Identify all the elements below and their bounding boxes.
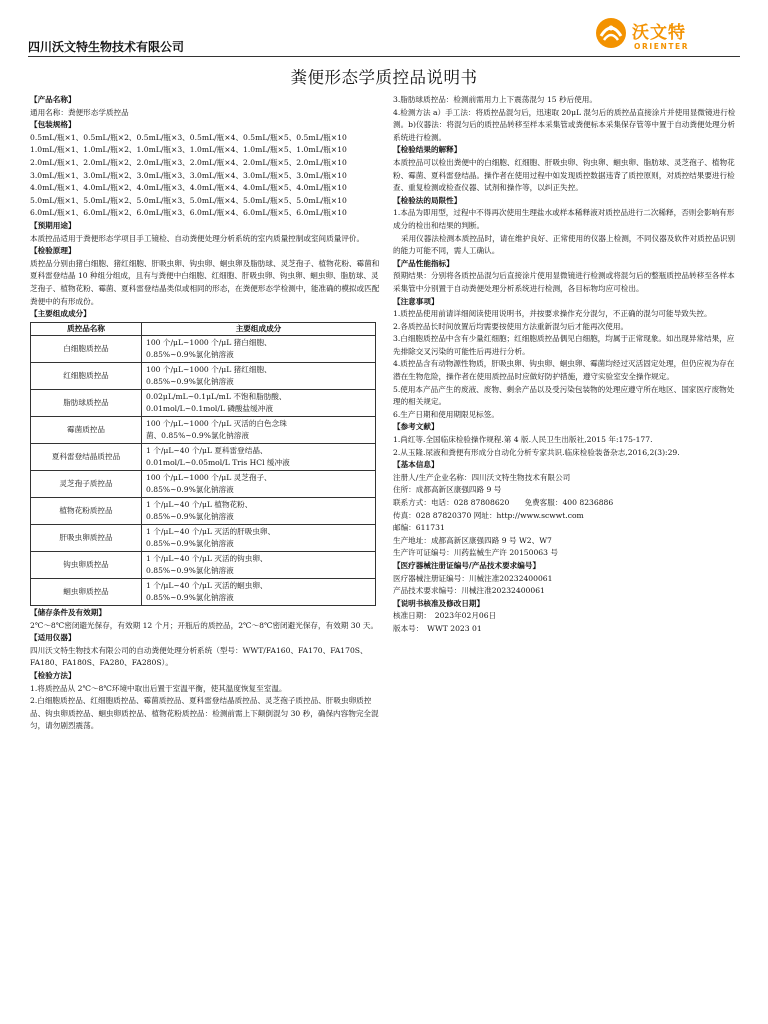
- logo-mark-icon: [594, 16, 628, 50]
- table-cell-name: 红细胞质控品: [31, 362, 142, 389]
- composition-line: 1 个/μL~40 个/μL 灭活的肝吸虫卵、: [146, 526, 276, 536]
- section-heading: 【注意事项】: [393, 296, 439, 306]
- section-heading: 【储存条件及有效期】: [30, 607, 106, 617]
- principle-text: 质控品分别由猪白细胞、猪红细胞、肝吸虫卵、钩虫卵、蛔虫卵及脂肪球、灵芝孢子、植物花粉、霉菌和夏科雷登结晶 10 种组分组成，且有与粪便中白细胞、红细胞、肝吸虫卵、钩虫卵、蛔虫卵、脂肪球、灵芝孢子、植物花粉、霉菌、夏科雷登结晶类似或相同的形态，在粪便形态学检测中，能准确的模拟或匹配粪便中的有形成份。: [30, 258, 380, 306]
- info-line: 住所：成都高新区康强四路 9 号: [393, 485, 502, 495]
- intended-use-text: 本质控品适用于粪便形态学项目手工镜检、自动粪便处理分析系统的室内质量控制或室间质量评价。: [30, 233, 365, 243]
- composition-table: [30, 322, 376, 606]
- spec-line: 1.0mL/瓶×1、1.0mL/瓶×2、1.0mL/瓶×3、1.0mL/瓶×4、1.0mL/瓶×5、1.0mL/瓶×10: [30, 145, 347, 155]
- table-row: [31, 551, 376, 578]
- method-step: 4.检测方法 a）手工法：将质控品混匀后，迅速取 20μL 混匀后的质控品直接涂片并使用显微镜进行检测。b)仪器法：将混匀后的质控品转移至样本采集管或粪便标本采集保存管等中置于自动粪便处理分析系统进行检测。: [393, 107, 736, 142]
- note-item: 2.各质控品长时间放置后均需要按使用方法重新混匀后才能再次使用。: [393, 321, 629, 331]
- document-title: 粪便形态学质控品说明书: [290, 68, 478, 87]
- composition-line: 0.85%~0.9%氯化钠溶液: [146, 484, 234, 494]
- table-row: [31, 443, 376, 470]
- composition-line: 0.85%~0.9%氯化钠溶液: [146, 511, 234, 521]
- header-divider: [28, 56, 740, 57]
- limitation-text: 采用仪器法检测本质控品时，请在维护良好、正常使用的仪器上检测，不同仪器及软件对质控品识别的能力可能不同，需人工确认。: [393, 233, 736, 256]
- composition-line: 100 个/μL~1000 个/μL 猪白细胞、: [146, 337, 272, 347]
- table-row: [31, 470, 376, 497]
- composition-line: 100 个/μL~1000 个/μL 灵芝孢子、: [146, 472, 272, 482]
- table-row: [31, 524, 376, 551]
- section-heading: 【说明书核准及修改日期】: [393, 598, 485, 608]
- note-item: 4.质控品含有动物源性物质，肝吸虫卵、钩虫卵、蛔虫卵、霉菌均经过灭活固定处理，但仍应视为存在潜在生物危险，操作者在使用质控品时应做好防护措施，遵守实验室安全操作规定。: [393, 359, 735, 382]
- instrument-text: 四川沃文特生物技术有限公司的自动粪便处理分析系统（型号：WWT/FA160、FA170、FA170S、FA180、FA180S、FA280、FA280S）。: [30, 645, 368, 668]
- method-step: 1.将质控品从 2℃～8℃环境中取出后置于室温平衡，使其温度恢复至室温。: [30, 683, 287, 693]
- note-item: 6.生产日期和使用期限见标签。: [393, 409, 499, 419]
- note-item: 5.使用本产品产生的废液、废物、剩余产品以及受污染包装物的处理应遵守所在地区、国家医疗废物处理的相关规定。: [393, 384, 735, 407]
- table-cell-composition: [142, 524, 376, 551]
- table-cell-composition: [142, 443, 376, 470]
- composition-line: 0.01mol/L~0.05mol/L Tris HCl 缓冲液: [146, 457, 290, 467]
- composition-line: 1 个/μL~40 个/μL 植物花粉、: [146, 499, 253, 509]
- left-column: [30, 94, 382, 733]
- table-cell-composition: [142, 389, 376, 416]
- composition-line: 0.85%~0.9%氯化钠溶液: [146, 538, 234, 548]
- product-name-text: 通用名称：粪便形态学质控品: [30, 107, 129, 117]
- method-step: 2.白细胞质控品、红细胞质控品、霉菌质控品、夏科雷登结晶质控品、灵芝孢子质控品、肝吸虫卵质控品、钩虫卵质控品、蛔虫卵质控品、植物花粉质控品：检测前需上下颠倒混匀 30 秒，确保内容物完全混匀，请勿剧烈震荡。: [30, 696, 379, 731]
- spec-line: 0.5mL/瓶×1、0.5mL/瓶×2、0.5mL/瓶×3、0.5mL/瓶×4、0.5mL/瓶×5、0.5mL/瓶×10: [30, 132, 347, 142]
- spec-line: 3.0mL/瓶×1、3.0mL/瓶×2、3.0mL/瓶×3、3.0mL/瓶×4、3.0mL/瓶×5、3.0mL/瓶×10: [30, 170, 347, 180]
- composition-line: 0.85%~0.9%氯化钠溶液: [146, 565, 234, 575]
- section-heading: 【检验结果的解释】: [393, 145, 462, 155]
- section-heading: 【基本信息】: [393, 460, 439, 470]
- table-cell-composition: [142, 416, 376, 443]
- logo-text-cn: 沃文特: [632, 23, 686, 43]
- info-line: 注册人/生产企业名称：四川沃文特生物技术有限公司: [393, 472, 571, 482]
- table-cell-composition: [142, 497, 376, 524]
- section-heading: 【产品性能指标】: [393, 258, 454, 268]
- note-item: 1.质控品使用前请详细阅读使用说明书，并按要求操作充分混匀，不正确的混匀可能导致失控。: [393, 309, 712, 319]
- company-logo: [594, 14, 744, 54]
- section-heading: 【预期用途】: [30, 220, 76, 230]
- section-heading: 【检验方法】: [30, 670, 76, 680]
- table-cell-name: 白细胞质控品: [31, 335, 142, 362]
- section-heading: 【医疗器械注册证编号/产品技术要求编号】: [393, 560, 541, 570]
- composition-line: 1 个/μL~40 个/μL 夏科雷登结晶、: [146, 445, 268, 455]
- table-cell-name: 脂肪球质控品: [31, 389, 142, 416]
- table-cell-composition: [142, 335, 376, 362]
- section-heading: 【适用仪器】: [30, 633, 76, 643]
- table-cell-composition: [142, 362, 376, 389]
- note-item: 3.白细胞质控品中含有少量红细胞；红细胞质控品偶见白细胞，均属于正常现象。如出现异常结果，应先排除交叉污染的可能性后再进行分析。: [393, 334, 735, 356]
- logo-text-en: ORIENTER: [634, 42, 690, 51]
- info-line: 核准日期： 2023年02月06日: [393, 611, 497, 621]
- section-heading: 【检验原理】: [30, 246, 76, 256]
- info-line: 医疗器械注册证编号：川械注准20232400061: [393, 573, 553, 583]
- performance-text: 预期结果：分别将各质控品混匀后直接涂片使用显微镜进行检测或将混匀后的整瓶质控品转移至各样本采集管中分别置于自动粪便处理分析系统进行检测，各目标物均应可检出。: [393, 271, 735, 293]
- composition-line: 0.01mol/L~0.1mol/L 磷酸盐缓冲液: [146, 403, 273, 413]
- composition-line: 0.85%~0.9%氯化钠溶液: [146, 592, 234, 602]
- composition-line: 1 个/μL~40 个/μL 灭活的蛔虫卵、: [146, 580, 268, 590]
- company-header: 四川沃文特生物技术有限公司: [28, 40, 185, 54]
- spec-line: 6.0mL/瓶×1、6.0mL/瓶×2、6.0mL/瓶×3、6.0mL/瓶×4、6.0mL/瓶×5、6.0mL/瓶×10: [30, 208, 347, 218]
- table-cell-composition: [142, 551, 376, 578]
- spec-line: 5.0mL/瓶×1、5.0mL/瓶×2、5.0mL/瓶×3、5.0mL/瓶×4、5.0mL/瓶×5、5.0mL/瓶×10: [30, 195, 347, 205]
- composition-line: 1 个/μL~40 个/μL 灭活的钩虫卵、: [146, 553, 268, 563]
- table-row: [31, 416, 376, 443]
- limitation-text: 1.本品为即用型，过程中不得再次使用生理盐水或样本稀释液对质控品进行二次稀释，否则会影响有形成分的检出和结果的判断。: [393, 208, 735, 230]
- table-cell-name: 灵芝孢子质控品: [31, 470, 142, 497]
- composition-line: 100 个/μL~1000 个/μL 灭活的白色念珠: [146, 418, 287, 428]
- table-cell-name: 霉菌质控品: [31, 416, 142, 443]
- table-row: [31, 389, 376, 416]
- table-cell-name: 植物花粉质控品: [31, 497, 142, 524]
- table-cell-name: 钩虫卵质控品: [31, 551, 142, 578]
- table-row: [31, 578, 376, 605]
- table-row: [31, 362, 376, 389]
- table-header-row: [31, 322, 376, 335]
- table-cell-name: 肝吸虫卵质控品: [31, 524, 142, 551]
- spec-line: 2.0mL/瓶×1、2.0mL/瓶×2、2.0mL/瓶×3、2.0mL/瓶×4、2.0mL/瓶×5、2.0mL/瓶×10: [30, 157, 347, 167]
- table-header-cell: 质控品名称: [31, 322, 142, 335]
- info-line: 产品技术要求编号：川械注准20232400061: [393, 586, 545, 596]
- section-heading: 【检验法的局限性】: [393, 195, 462, 205]
- storage-text: 2℃～8℃密闭避光保存，有效期 12 个月；开瓶后的质控品，2℃～8℃密闭避光保存，有效期 30 天。: [30, 620, 379, 630]
- table-row: [31, 497, 376, 524]
- spec-line: 4.0mL/瓶×1、4.0mL/瓶×2、4.0mL/瓶×3、4.0mL/瓶×4、4.0mL/瓶×5、4.0mL/瓶×10: [30, 183, 347, 193]
- reference-item: 1.尚红等.全国临床检验操作规程.第 4 版.人民卫生出版社,2015 年:175-177.: [393, 435, 653, 445]
- right-column: [393, 94, 738, 636]
- table-cell-name: 夏科雷登结晶质控品: [31, 443, 142, 470]
- composition-line: 100 个/μL~1000 个/μL 猪红细胞、: [146, 364, 272, 374]
- section-heading: 【产品名称】: [30, 95, 76, 104]
- composition-line: 0.85%~0.9%氯化钠溶液: [146, 376, 234, 386]
- section-heading: 【主要组成成分】: [30, 309, 91, 319]
- info-line: 联系方式：电话：028 87808620 免费客服：400 8236886: [393, 498, 614, 507]
- result-text: 本质控品可以检出粪便中的白细胞、红细胞、肝吸虫卵、钩虫卵、蛔虫卵、脂肪球、灵芝孢子、植物花粉、霉菌、夏科雷登结晶。操作者在使用过程中如发现质控数据违背了质控原则，对质控结果要进行检查、重复检测或检查仪器、试剂和操作等，以纠正失控。: [393, 157, 735, 193]
- composition-line: 0.85%~0.9%氯化钠溶液: [146, 349, 234, 359]
- info-line: 版本号： WWT 2023 01: [393, 623, 482, 633]
- table-cell-name: 蛔虫卵质控品: [31, 578, 142, 605]
- reference-item: 2.从玉隆.尿液和粪便有形成分自动化分析专家共识.临床检验装备杂志,2016,2(3):29.: [393, 447, 680, 457]
- table-header-cell: 主要组成成分: [142, 322, 376, 335]
- composition-line: 0.02μL/mL~0.1μL/mL 不饱和脂肪酸、: [146, 391, 287, 401]
- table-cell-composition: [142, 578, 376, 605]
- table-cell-composition: [142, 470, 376, 497]
- section-heading: 【参考文献】: [393, 422, 439, 432]
- composition-line: 菌、0.85%~0.9%氯化钠溶液: [146, 430, 249, 440]
- info-line: 邮编：611731: [393, 523, 445, 533]
- info-line: 传真：028 87820370 网址：http://www.scwwt.com: [393, 510, 584, 520]
- info-line: 生产地址：成都高新区康强四路 9 号 W2、W7: [393, 535, 552, 545]
- method-step: 3.脂肪球质控品：检测前需用力上下震荡混匀 15 秒后使用。: [393, 95, 597, 104]
- info-line: 生产许可证编号：川药监械生产许 20150063 号: [393, 548, 558, 558]
- table-row: [31, 335, 376, 362]
- section-heading: 【包装规格】: [30, 120, 76, 130]
